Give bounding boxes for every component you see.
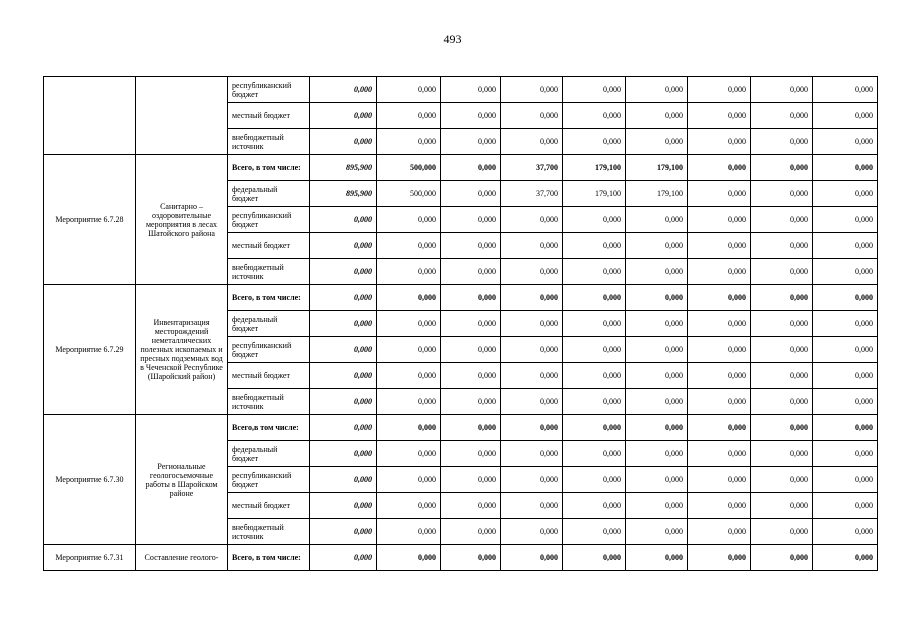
year-value-cell: 0,000 (441, 155, 501, 181)
year-value-cell: 179,100 (626, 155, 688, 181)
year-value-cell: 0,000 (441, 129, 501, 155)
year-value-cell: 0,000 (563, 129, 626, 155)
year-value-cell: 0,000 (377, 233, 441, 259)
year-value-cell: 0,000 (377, 389, 441, 415)
year-value-cell: 37,700 (501, 181, 563, 207)
year-value-cell: 0,000 (751, 233, 813, 259)
year-value-cell: 0,000 (377, 311, 441, 337)
year-value-cell: 0,000 (688, 103, 751, 129)
total-value-cell: 0,000 (310, 389, 377, 415)
year-value-cell: 0,000 (563, 519, 626, 545)
funding-source-cell: федеральный бюджет (228, 441, 310, 467)
total-value-cell: 0,000 (310, 415, 377, 441)
year-value-cell: 0,000 (501, 129, 563, 155)
funding-source-cell: местный бюджет (228, 233, 310, 259)
year-value-cell: 0,000 (441, 337, 501, 363)
year-value-cell: 0,000 (813, 389, 878, 415)
year-value-cell: 0,000 (688, 389, 751, 415)
year-value-cell: 0,000 (377, 467, 441, 493)
year-value-cell: 179,100 (563, 181, 626, 207)
year-value-cell: 0,000 (441, 311, 501, 337)
year-value-cell: 0,000 (813, 311, 878, 337)
year-value-cell: 0,000 (501, 259, 563, 285)
year-value-cell: 0,000 (688, 259, 751, 285)
year-value-cell: 0,000 (813, 519, 878, 545)
year-value-cell: 0,000 (501, 493, 563, 519)
year-value-cell: 0,000 (441, 103, 501, 129)
year-value-cell: 0,000 (688, 207, 751, 233)
year-value-cell: 0,000 (563, 259, 626, 285)
year-value-cell: 0,000 (441, 77, 501, 103)
year-value-cell: 0,000 (626, 337, 688, 363)
year-value-cell: 0,000 (441, 285, 501, 311)
year-value-cell: 0,000 (751, 285, 813, 311)
year-value-cell: 0,000 (441, 259, 501, 285)
year-value-cell: 0,000 (688, 233, 751, 259)
year-value-cell: 0,000 (377, 129, 441, 155)
year-value-cell: 0,000 (626, 285, 688, 311)
year-value-cell: 500,000 (377, 181, 441, 207)
year-value-cell: 0,000 (441, 441, 501, 467)
funding-source-cell: местный бюджет (228, 103, 310, 129)
table-row (44, 155, 878, 181)
year-value-cell: 0,000 (441, 467, 501, 493)
year-value-cell: 0,000 (813, 259, 878, 285)
year-value-cell: 0,000 (563, 311, 626, 337)
year-value-cell: 0,000 (688, 77, 751, 103)
funding-source-cell: республиканский бюджет (228, 77, 310, 103)
year-value-cell: 0,000 (563, 233, 626, 259)
year-value-cell: 0,000 (501, 103, 563, 129)
description-cell: Санитарно – оздоровительные мероприятия в лесах Шатойского района (136, 155, 228, 285)
event-cell: Мероприятие 6.7.31 (44, 545, 136, 571)
budget-table (43, 76, 878, 571)
year-value-cell: 0,000 (688, 285, 751, 311)
year-value-cell: 0,000 (813, 363, 878, 389)
year-value-cell: 0,000 (626, 311, 688, 337)
year-value-cell: 0,000 (688, 415, 751, 441)
funding-source-cell: внебюджетный источник (228, 389, 310, 415)
total-value-cell: 0,000 (310, 441, 377, 467)
year-value-cell: 0,000 (688, 493, 751, 519)
year-value-cell: 0,000 (813, 103, 878, 129)
description-cell (136, 77, 228, 155)
year-value-cell: 0,000 (626, 259, 688, 285)
year-value-cell: 0,000 (626, 467, 688, 493)
table-row (44, 415, 878, 441)
funding-source-cell: федеральный бюджет (228, 181, 310, 207)
funding-source-cell: федеральный бюджет (228, 311, 310, 337)
year-value-cell: 0,000 (563, 441, 626, 467)
year-value-cell: 0,000 (441, 207, 501, 233)
year-value-cell: 0,000 (626, 389, 688, 415)
year-value-cell: 0,000 (501, 415, 563, 441)
year-value-cell: 0,000 (688, 441, 751, 467)
total-value-cell: 0,000 (310, 311, 377, 337)
year-value-cell: 0,000 (751, 493, 813, 519)
year-value-cell: 0,000 (751, 155, 813, 181)
total-value-cell: 895,900 (310, 155, 377, 181)
year-value-cell: 0,000 (377, 415, 441, 441)
year-value-cell: 0,000 (751, 441, 813, 467)
year-value-cell: 0,000 (813, 493, 878, 519)
year-value-cell: 0,000 (626, 415, 688, 441)
year-value-cell: 0,000 (626, 493, 688, 519)
year-value-cell: 0,000 (813, 337, 878, 363)
year-value-cell: 0,000 (751, 363, 813, 389)
year-value-cell: 0,000 (813, 285, 878, 311)
year-value-cell: 0,000 (813, 467, 878, 493)
year-value-cell: 0,000 (377, 545, 441, 571)
year-value-cell: 0,000 (751, 337, 813, 363)
year-value-cell: 0,000 (563, 363, 626, 389)
year-value-cell: 0,000 (441, 545, 501, 571)
year-value-cell: 0,000 (626, 363, 688, 389)
year-value-cell: 0,000 (563, 545, 626, 571)
funding-source-cell: Всего, в том числе: (228, 545, 310, 571)
year-value-cell: 0,000 (813, 415, 878, 441)
description-cell: Составление геолого- (136, 545, 228, 571)
year-value-cell: 0,000 (813, 233, 878, 259)
year-value-cell: 0,000 (501, 311, 563, 337)
year-value-cell: 0,000 (501, 207, 563, 233)
year-value-cell: 0,000 (441, 519, 501, 545)
year-value-cell: 0,000 (626, 129, 688, 155)
year-value-cell: 0,000 (813, 441, 878, 467)
year-value-cell: 0,000 (563, 337, 626, 363)
year-value-cell: 0,000 (626, 207, 688, 233)
year-value-cell: 0,000 (813, 155, 878, 181)
year-value-cell: 0,000 (563, 389, 626, 415)
year-value-cell: 0,000 (563, 493, 626, 519)
year-value-cell: 0,000 (563, 415, 626, 441)
funding-source-cell: местный бюджет (228, 493, 310, 519)
year-value-cell: 0,000 (501, 337, 563, 363)
funding-source-cell: республиканский бюджет (228, 467, 310, 493)
year-value-cell: 0,000 (688, 467, 751, 493)
event-cell (44, 77, 136, 155)
total-value-cell: 0,000 (310, 129, 377, 155)
total-value-cell: 895,900 (310, 181, 377, 207)
total-value-cell: 0,000 (310, 77, 377, 103)
table-row (44, 77, 878, 103)
year-value-cell: 0,000 (688, 545, 751, 571)
table-row (44, 285, 878, 311)
event-cell: Мероприятие 6.7.30 (44, 415, 136, 545)
year-value-cell: 37,700 (501, 155, 563, 181)
year-value-cell: 0,000 (441, 389, 501, 415)
year-value-cell: 0,000 (377, 103, 441, 129)
year-value-cell: 0,000 (688, 129, 751, 155)
total-value-cell: 0,000 (310, 259, 377, 285)
description-cell: Региональные геологосъемочные работы в Шаройском районе (136, 415, 228, 545)
year-value-cell: 0,000 (688, 181, 751, 207)
year-value-cell: 0,000 (441, 363, 501, 389)
total-value-cell: 0,000 (310, 467, 377, 493)
year-value-cell: 0,000 (563, 285, 626, 311)
year-value-cell: 0,000 (626, 545, 688, 571)
total-value-cell: 0,000 (310, 285, 377, 311)
total-value-cell: 0,000 (310, 363, 377, 389)
year-value-cell: 0,000 (751, 389, 813, 415)
year-value-cell: 179,100 (563, 155, 626, 181)
funding-source-cell: Всего, в том числе: (228, 285, 310, 311)
year-value-cell: 0,000 (377, 285, 441, 311)
year-value-cell: 0,000 (501, 467, 563, 493)
year-value-cell: 0,000 (377, 363, 441, 389)
year-value-cell: 0,000 (377, 493, 441, 519)
year-value-cell: 0,000 (501, 545, 563, 571)
year-value-cell: 0,000 (751, 467, 813, 493)
year-value-cell: 0,000 (501, 389, 563, 415)
year-value-cell: 0,000 (688, 155, 751, 181)
funding-source-cell: республиканский бюджет (228, 337, 310, 363)
funding-source-cell: республиканский бюджет (228, 207, 310, 233)
table-row (44, 545, 878, 571)
year-value-cell: 0,000 (377, 77, 441, 103)
year-value-cell: 0,000 (441, 493, 501, 519)
year-value-cell: 0,000 (751, 519, 813, 545)
year-value-cell: 0,000 (563, 77, 626, 103)
year-value-cell: 0,000 (751, 129, 813, 155)
year-value-cell: 0,000 (501, 285, 563, 311)
total-value-cell: 0,000 (310, 207, 377, 233)
year-value-cell: 0,000 (501, 77, 563, 103)
year-value-cell: 0,000 (501, 233, 563, 259)
total-value-cell: 0,000 (310, 233, 377, 259)
year-value-cell: 0,000 (626, 103, 688, 129)
year-value-cell: 0,000 (501, 441, 563, 467)
page-number: 493 (443, 32, 462, 46)
total-value-cell: 0,000 (310, 519, 377, 545)
year-value-cell: 0,000 (377, 519, 441, 545)
event-cell: Мероприятие 6.7.28 (44, 155, 136, 285)
year-value-cell: 0,000 (751, 181, 813, 207)
funding-source-cell: внебюджетный источник (228, 129, 310, 155)
year-value-cell: 0,000 (377, 259, 441, 285)
year-value-cell: 0,000 (813, 77, 878, 103)
year-value-cell: 0,000 (563, 207, 626, 233)
year-value-cell: 0,000 (751, 77, 813, 103)
year-value-cell: 0,000 (813, 129, 878, 155)
year-value-cell: 500,000 (377, 155, 441, 181)
year-value-cell: 0,000 (377, 207, 441, 233)
year-value-cell: 0,000 (377, 441, 441, 467)
total-value-cell: 0,000 (310, 103, 377, 129)
year-value-cell: 0,000 (563, 467, 626, 493)
year-value-cell: 0,000 (751, 311, 813, 337)
year-value-cell: 0,000 (751, 207, 813, 233)
funding-source-cell: Всего, в том числе: (228, 155, 310, 181)
year-value-cell: 0,000 (501, 519, 563, 545)
total-value-cell: 0,000 (310, 545, 377, 571)
funding-source-cell: местный бюджет (228, 363, 310, 389)
year-value-cell: 0,000 (441, 181, 501, 207)
year-value-cell: 0,000 (751, 103, 813, 129)
year-value-cell: 0,000 (626, 77, 688, 103)
year-value-cell: 0,000 (751, 545, 813, 571)
year-value-cell: 0,000 (441, 415, 501, 441)
year-value-cell: 0,000 (688, 519, 751, 545)
year-value-cell: 179,100 (626, 181, 688, 207)
year-value-cell: 0,000 (688, 337, 751, 363)
year-value-cell: 0,000 (501, 363, 563, 389)
year-value-cell: 0,000 (751, 415, 813, 441)
year-value-cell: 0,000 (751, 259, 813, 285)
description-cell: Инвентаризация месторождений неметаллических полезных ископаемых и пресных подземных вод в Чеченской Республике (Шаройский район) (136, 285, 228, 415)
total-value-cell: 0,000 (310, 493, 377, 519)
year-value-cell: 0,000 (813, 181, 878, 207)
total-value-cell: 0,000 (310, 337, 377, 363)
funding-source-cell: Всего,в том числе: (228, 415, 310, 441)
funding-source-cell: внебюджетный источник (228, 259, 310, 285)
year-value-cell: 0,000 (688, 311, 751, 337)
year-value-cell: 0,000 (813, 545, 878, 571)
year-value-cell: 0,000 (813, 207, 878, 233)
year-value-cell: 0,000 (441, 233, 501, 259)
year-value-cell: 0,000 (688, 363, 751, 389)
year-value-cell: 0,000 (626, 441, 688, 467)
event-cell: Мероприятие 6.7.29 (44, 285, 136, 415)
funding-source-cell: внебюджетный источник (228, 519, 310, 545)
year-value-cell: 0,000 (626, 519, 688, 545)
year-value-cell: 0,000 (563, 103, 626, 129)
year-value-cell: 0,000 (626, 233, 688, 259)
year-value-cell: 0,000 (377, 337, 441, 363)
